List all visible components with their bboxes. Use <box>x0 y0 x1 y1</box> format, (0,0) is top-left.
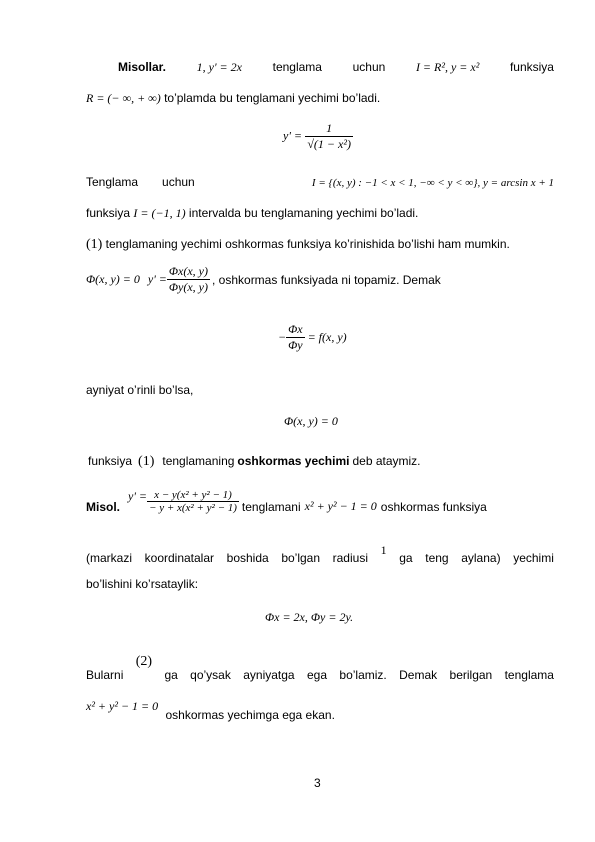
paragraph-line: bo’lishini ko’rsataylik: <box>86 577 199 591</box>
formula: x² + y² − 1 = 0 <box>304 499 377 513</box>
equation-ref: (2) <box>135 654 153 669</box>
word: ga <box>399 551 413 565</box>
text: , oshkormas funksiyada ni topamiz. Demak <box>212 272 441 287</box>
text: uchun <box>162 175 195 189</box>
equation <box>278 322 347 353</box>
radius-value: 1 <box>380 543 387 557</box>
equation: Φ(x, y) = 0 <box>284 414 338 428</box>
paragraph-line <box>86 489 487 514</box>
formula: x² + y² − 1 = 0 <box>86 699 159 713</box>
word: ayniyatga <box>243 668 295 682</box>
numerator: x − y(x² + y² − 1) <box>147 489 239 502</box>
fraction <box>286 322 304 353</box>
paragraph-line <box>86 206 418 221</box>
text: Tenglama <box>86 175 139 189</box>
formula: I = (−1, 1) <box>133 206 186 220</box>
word: berilgan <box>449 668 493 682</box>
word: (markazi <box>86 551 133 565</box>
section-label: Misol. <box>86 500 121 514</box>
equation: Φx = 2x, Φy = 2y. <box>265 610 354 624</box>
paragraph-line <box>88 454 421 470</box>
text: to’plamda bu tenglamani yechimi bo’ladi. <box>164 91 381 105</box>
formula: I = {(x, y) : −1 < x < 1, −∞ < y < ∞}, y = arcsin x + 1 <box>311 177 554 189</box>
denominator: − y + x(x² + y² − 1) <box>149 502 237 514</box>
fraction <box>147 489 239 514</box>
numerator: Φx(x, y) <box>168 264 208 278</box>
text: uchun <box>352 60 386 74</box>
text: funksiya <box>88 454 133 468</box>
bold-term: oshkormas yechimi <box>237 454 350 468</box>
equation-rhs: = f(x, y) <box>307 330 347 344</box>
section-label: Misollar. <box>118 60 167 74</box>
formula: 1, y' = 2x <box>196 60 242 74</box>
formula: y' = <box>147 272 167 286</box>
example-line-2 <box>86 91 380 106</box>
word: koordinatalar <box>144 551 215 565</box>
word: radiusi <box>332 551 368 565</box>
word: ga <box>164 668 178 682</box>
word: teng <box>425 551 449 565</box>
paragraph-line <box>86 175 554 189</box>
numerator: Φx <box>288 322 303 336</box>
fraction <box>167 264 210 295</box>
page-number: 3 <box>314 776 321 790</box>
fraction <box>305 121 353 152</box>
text: tenglamaning yechimi oshkormas funksiya ko’rinishida bo’lishi ham mumkin. <box>105 237 510 251</box>
formula: Φ(x, y) = 0 <box>86 272 140 286</box>
word: Bularni <box>86 668 124 682</box>
word: ega <box>306 668 328 682</box>
paragraph-line-justified <box>86 543 554 566</box>
paragraph-line: ayniyat o’rinli bo’lsa, <box>86 383 194 397</box>
word: Demak <box>399 668 438 682</box>
text: intervalda bu tenglamaning yechimi bo’ladi. <box>188 206 419 220</box>
text: tenglama <box>272 60 322 74</box>
text: deb ataymiz. <box>352 454 421 468</box>
paragraph-line-justified <box>86 654 554 684</box>
word: bo’lamiz. <box>339 668 387 682</box>
paragraph-line <box>86 237 510 253</box>
paragraph-line <box>86 699 335 722</box>
denominator: Φy(x, y) <box>168 280 208 294</box>
equation-ref: (1) <box>138 454 155 469</box>
formula: I = R², y = x² <box>415 60 480 74</box>
text: funksiya <box>86 206 131 220</box>
word: tenglama <box>504 668 554 682</box>
text: tenglamaning <box>162 454 235 468</box>
denominator: √(1 − x²) <box>307 137 351 151</box>
minus-sign: − <box>278 330 287 344</box>
word: boshida <box>226 551 269 565</box>
text: oshkormas funksiya <box>380 500 487 514</box>
formula: R = (− ∞, + ∞) <box>86 91 161 105</box>
numerator: 1 <box>305 121 353 137</box>
paragraph-line <box>86 264 441 295</box>
equation <box>283 121 353 152</box>
formula: y' = <box>128 489 148 503</box>
word: qo’ysak <box>190 668 231 682</box>
word: bo’lgan <box>281 551 321 565</box>
word: aylana) <box>461 551 501 565</box>
denominator: Φy <box>288 338 303 352</box>
equation-lhs: y' = <box>283 128 302 143</box>
equation-ref: (1) <box>86 237 103 252</box>
example-line-1 <box>118 60 554 75</box>
text: funksiya <box>509 60 554 74</box>
word: yechimi <box>513 551 554 565</box>
text: tenglamani <box>241 500 301 514</box>
text: oshkormas yechimga ega ekan. <box>165 708 335 722</box>
